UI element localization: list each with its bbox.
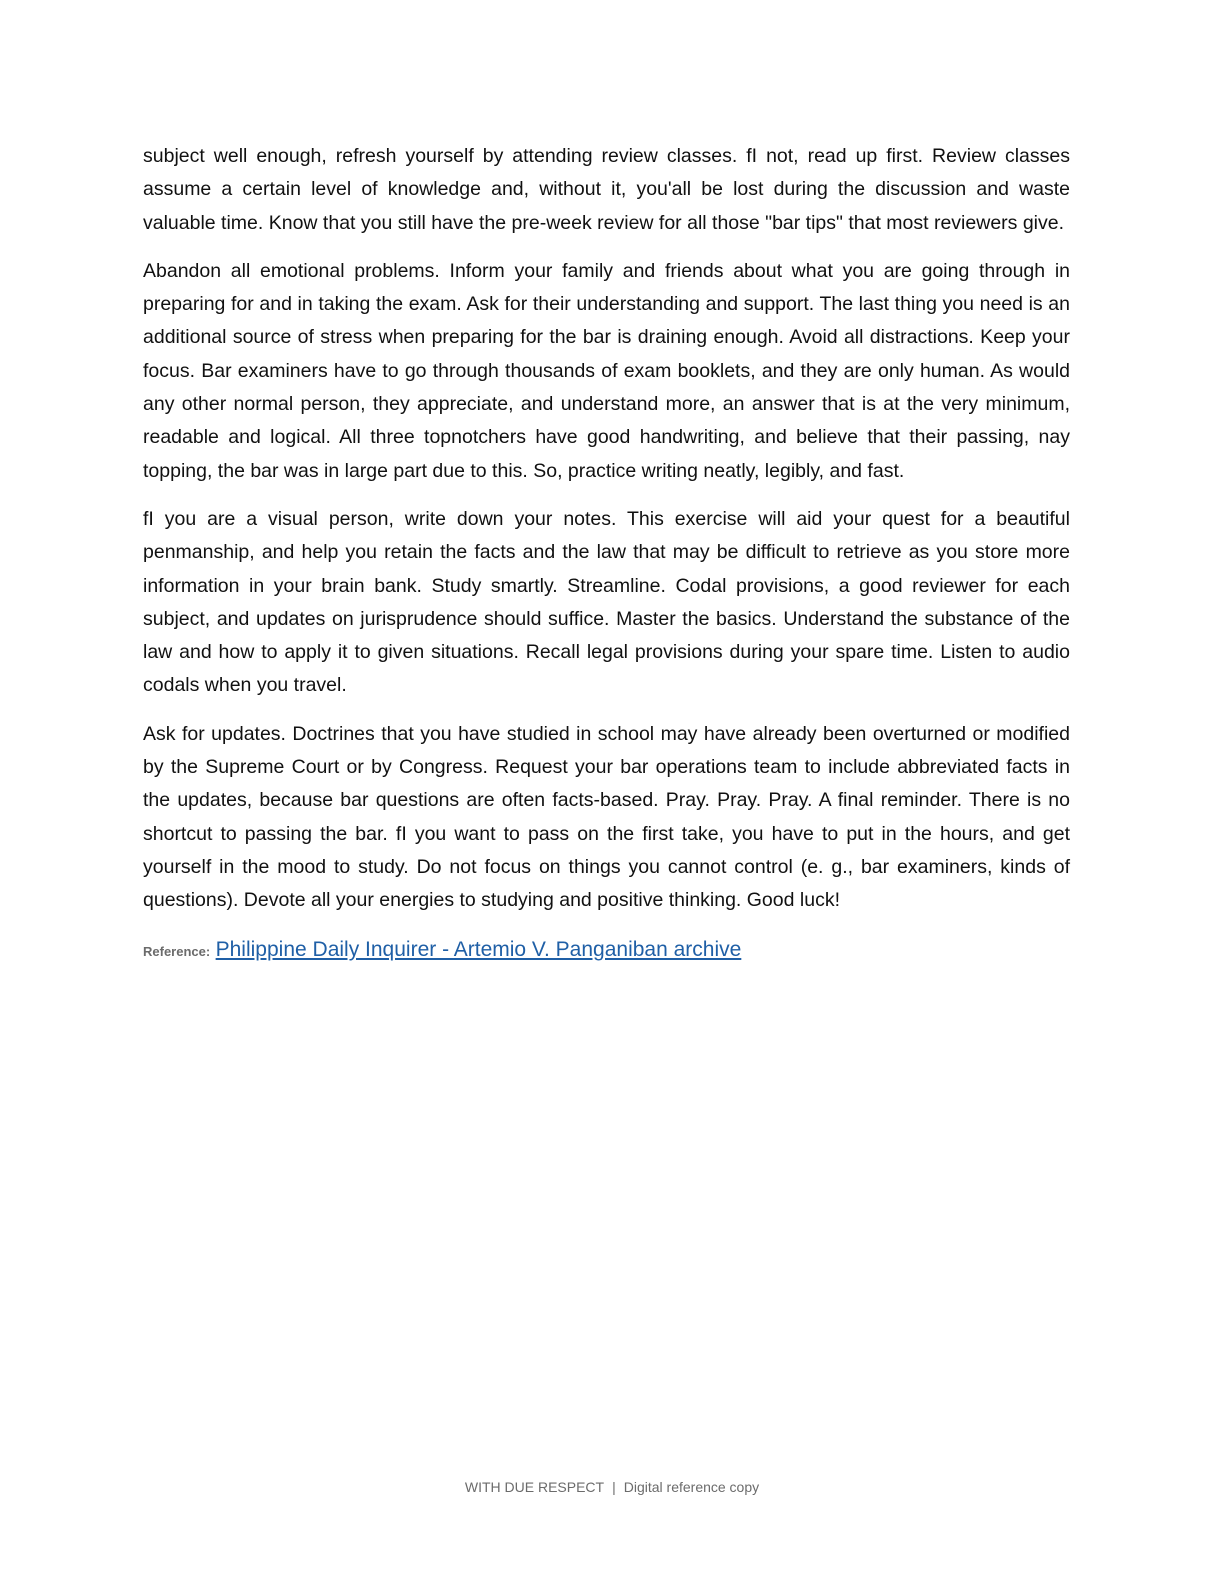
paragraph-study-review: subject well enough, refresh yourself by attending review classes. fI not, read up first. Review classes assume a certain level of knowledge and, without it, you'all be lost during the discussion and waste valuable time. Know that you still have the pre-week review for all those "bar tips" that most reviewers give. bbox=[143, 145, 1070, 234]
reference-link[interactable]: Philippine Daily Inquirer - Artemio V. Panganiban archive bbox=[215, 937, 742, 961]
footer-separator: | bbox=[612, 1479, 616, 1495]
footer-title: WITH DUE RESPECT bbox=[464, 1479, 605, 1495]
page-footer bbox=[0, 1479, 1224, 1495]
paragraph-visual-person: fI you are a visual person, write down your notes. This exercise will aid your quest for a beautiful penmanship, and help you retain the facts and the law that may be difficult to retrieve as you store more information in your brain bank. Study smartly. Streamline. Codal provisions, a good reviewer for each subject, and updates on jurisprudence should suffice. Master the basics. Understand the substance of the law and how to apply it to given situations. Recall legal provisions during your spare time. Listen to audio codals when you travel. bbox=[143, 507, 1070, 697]
reference-line bbox=[143, 933, 1070, 968]
paragraph-emotional-problems: Abandon all emotional problems. Inform your family and friends about what you are going through in preparing for and in taking the exam. Ask for their understanding and support. The last thing you need is an additional source of stress when preparing for the bar is draining enough. Avoid all distractions. Keep your focus. Bar examiners have to go through thousands of exam booklets, and they are only human. As would any other normal person, they appreciate, and understand more, an answer that is at the very minimum, readable and logical. All three topnotchers have good handwriting, and believe that their passing, nay topping, the bar was in large part due to this. So, practice writing neatly, legibly, and fast. bbox=[143, 259, 1070, 482]
article-body bbox=[143, 140, 1070, 968]
paragraph-ask-updates: Ask for updates. Doctrines that you have studied in school may have already been overturned or modified by the Supreme Court or by Congress. Request your bar operations team to include abbreviated facts in the updates, because bar questions are often facts-based. Pray. Pray. Pray. A final reminder. There is no shortcut to passing the bar. fI you want to pass on the first take, you have to put in the hours, and get yourself in the mood to study. Do not focus on things you cannot control (e. g., bar examiners, kinds of questions). Devote all your energies to studying and positive thinking. Good luck! bbox=[143, 722, 1070, 912]
footer-subtitle: Digital reference copy bbox=[623, 1479, 760, 1495]
reference-label: Reference: bbox=[143, 943, 211, 959]
